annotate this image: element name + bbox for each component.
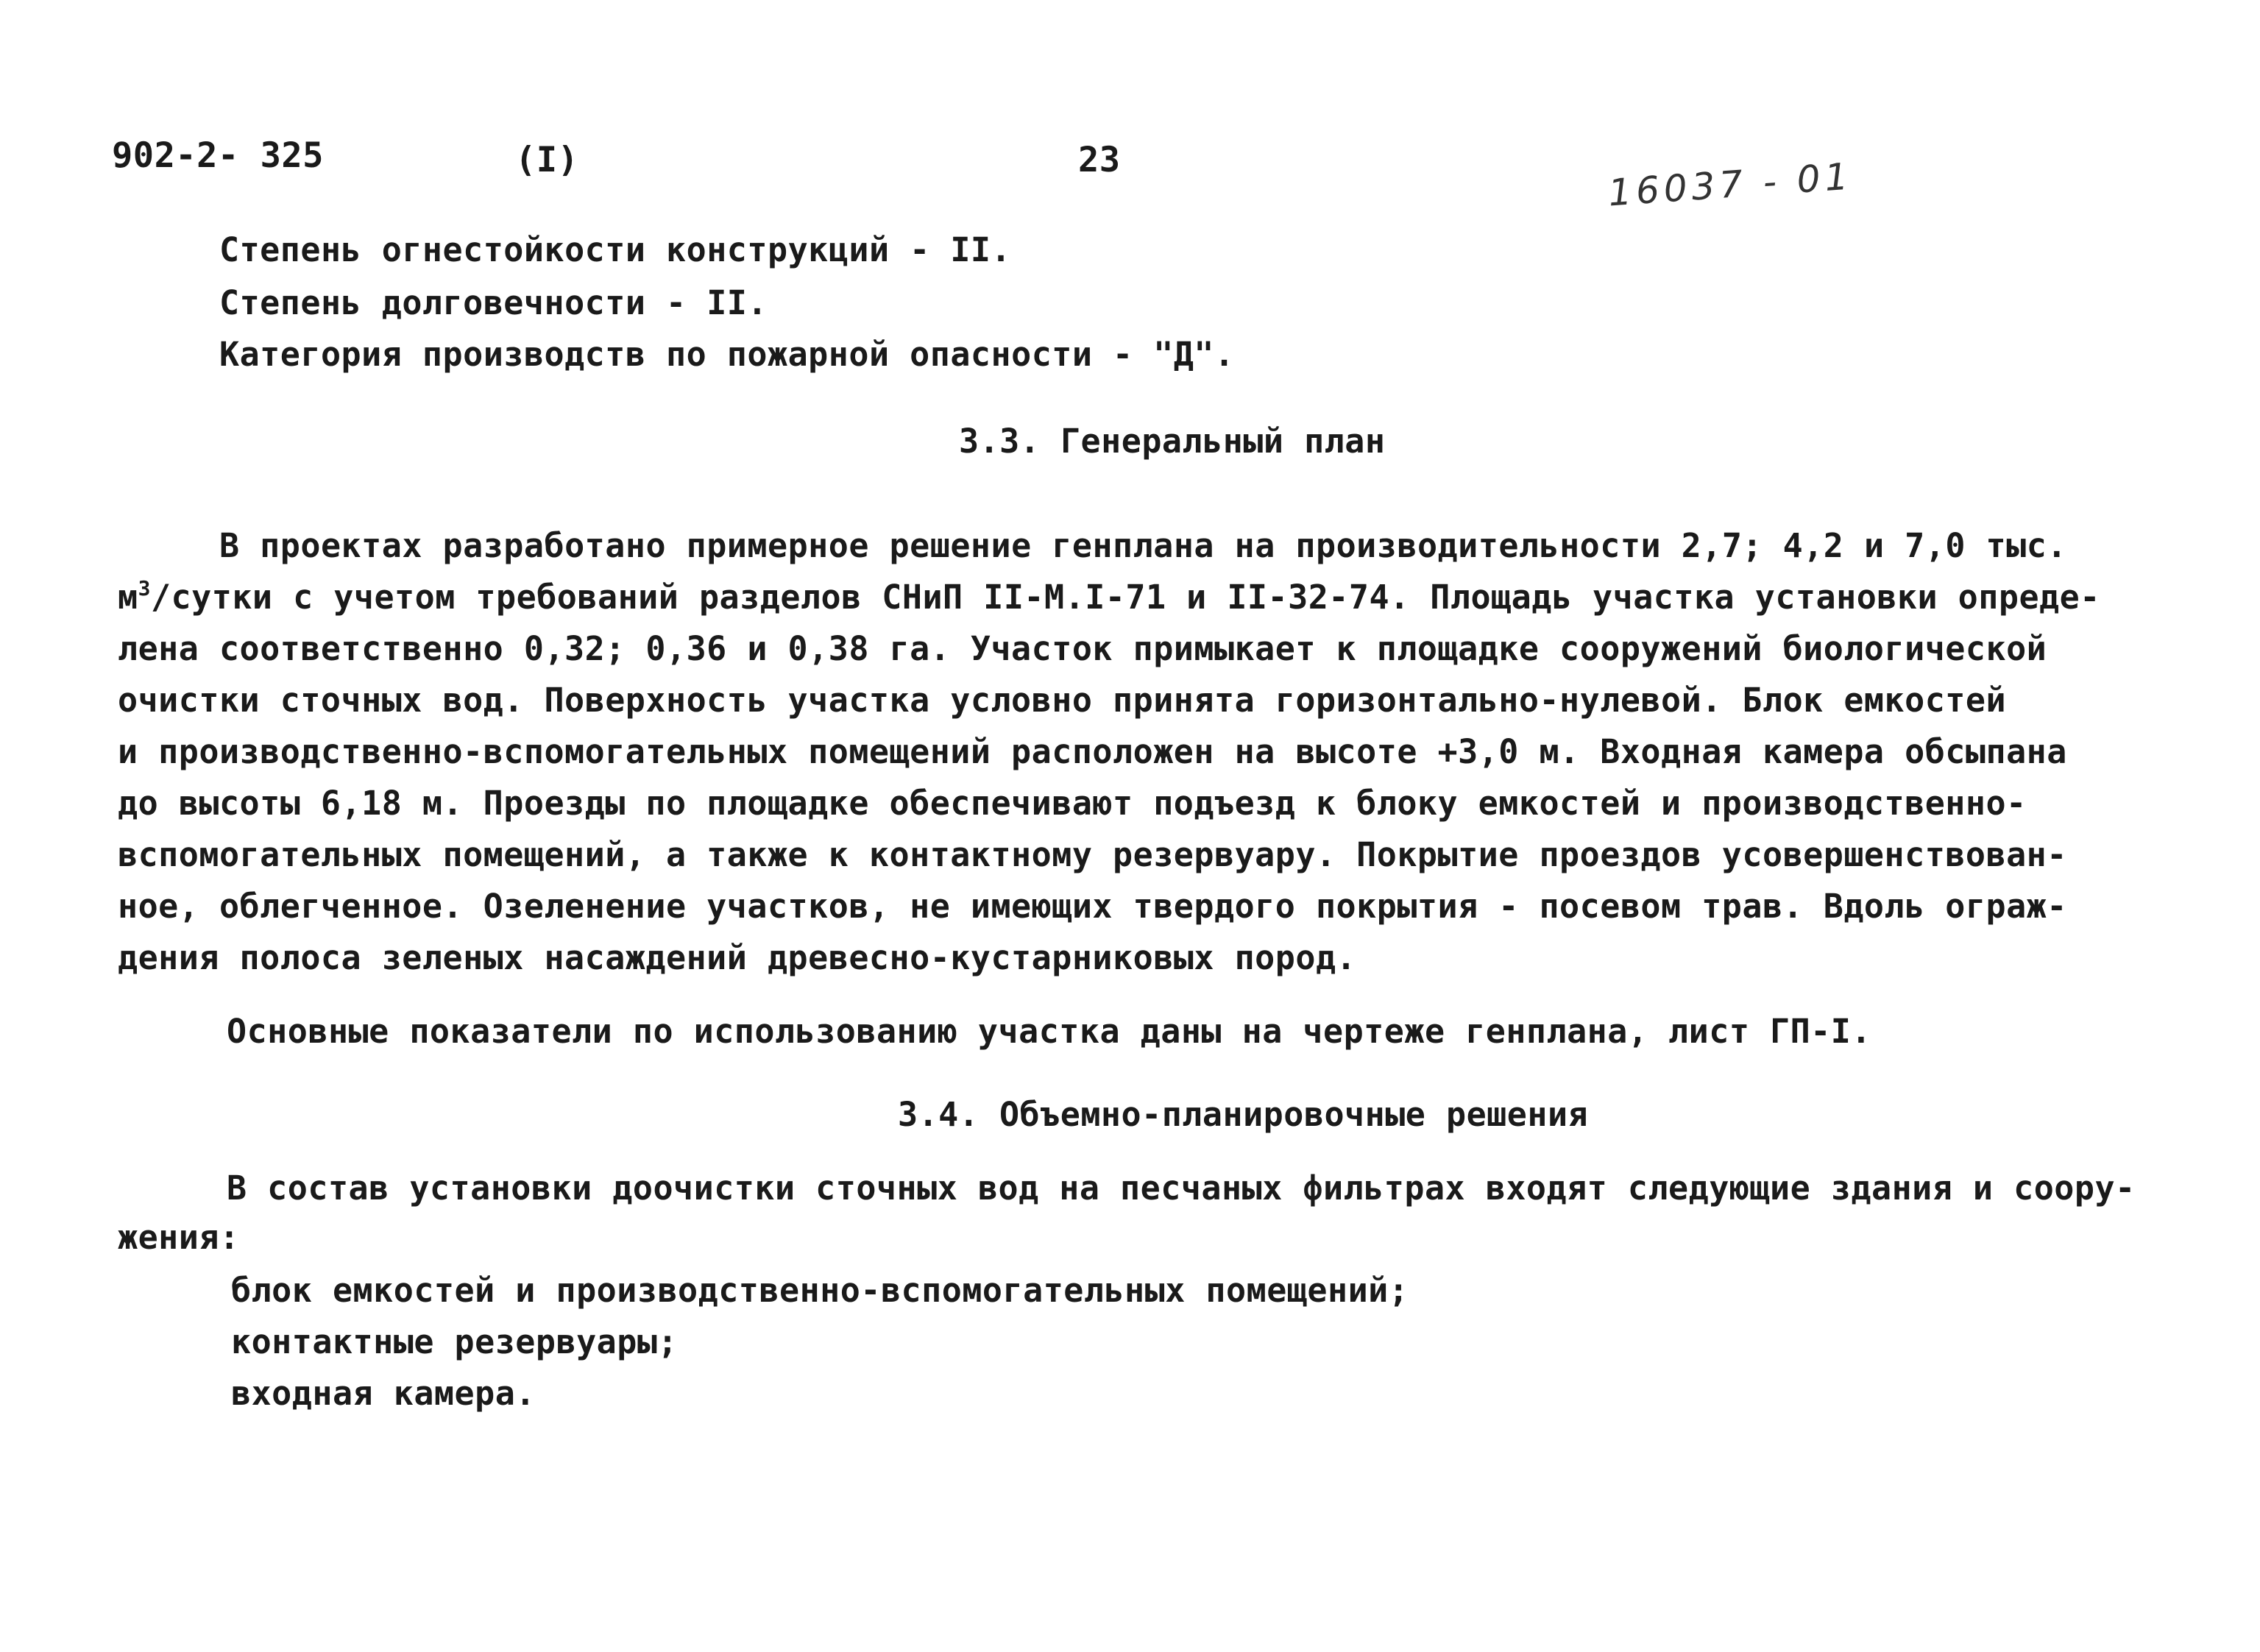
paragraph-line: до высоты 6,18 м. Проезды по площадке обеспечивают подъезд к блоку емкостей и производственно- (118, 784, 2027, 823)
paragraph-line: и производственно-вспомогательных помещений расположен на высоте +3,0 м. Входная камера обсыпана (118, 732, 2067, 771)
doc-code: 902-2- 325 (112, 135, 324, 176)
section-heading-3-3: 3.3. Генеральный план (959, 422, 1386, 461)
list-item: входная камера. (231, 1374, 536, 1413)
paragraph-line: ное, облегченное. Озеленение участков, не имеющих твердого покрытия - посевом трав. Вдоль ограж- (118, 887, 2067, 926)
intro-line: Категория производств по пожарной опасности - "Д". (219, 335, 1235, 374)
volume-number: (I) (515, 140, 579, 180)
paragraph-line: лена соответственно 0,32; 0,36 и 0,38 га. Участок примыкает к площадке сооружений биологической (118, 629, 2047, 668)
unit-superscript: 3 (138, 576, 151, 600)
paragraph-line (118, 575, 2100, 620)
list-item: блок емкостей и производственно-вспомогательных помещений; (231, 1271, 1409, 1310)
indicators-line: Основные показатели по использованию участка даны на чертеже генплана, лист ГП-I. (227, 1012, 1871, 1051)
paragraph-line-text: /сутки с учетом требований разделов СНиП II-М.I-71 и II-32-74. Площадь участка установки опреде- (150, 578, 2100, 617)
paragraph-line: вспомогательных помещений, а также к контактному резервуару. Покрытие проездов усовершенствован- (118, 835, 2067, 874)
intro-line: Степень долговечности - II. (219, 283, 768, 322)
list-item: контактные резервуары; (231, 1322, 679, 1361)
paragraph-line: дения полоса зеленых насаждений древесно-кустарниковых пород. (118, 938, 1357, 977)
page-number: 23 (1078, 140, 1121, 180)
paragraph-line: очистки сточных вод. Поверхность участка условно принята горизонтально-нулевой. Блок емкостей (118, 681, 2007, 720)
intro-line: Степень огнестойкости конструкций - II. (219, 230, 1012, 269)
section-heading-3-4: 3.4. Объемно-планировочные решения (898, 1095, 1589, 1134)
paragraph-line: жения: (118, 1218, 240, 1257)
paragraph-line: В состав установки доочистки сточных вод на песчаных фильтрах входят следующие здания и соору- (227, 1169, 2136, 1208)
unit-m: м (118, 578, 138, 617)
handwritten-number: 16037 - 01 (1607, 155, 1855, 215)
paragraph-line: В проектах разработано примерное решение генплана на производительности 2,7; 4,2 и 7,0 тыс. (219, 526, 2067, 565)
